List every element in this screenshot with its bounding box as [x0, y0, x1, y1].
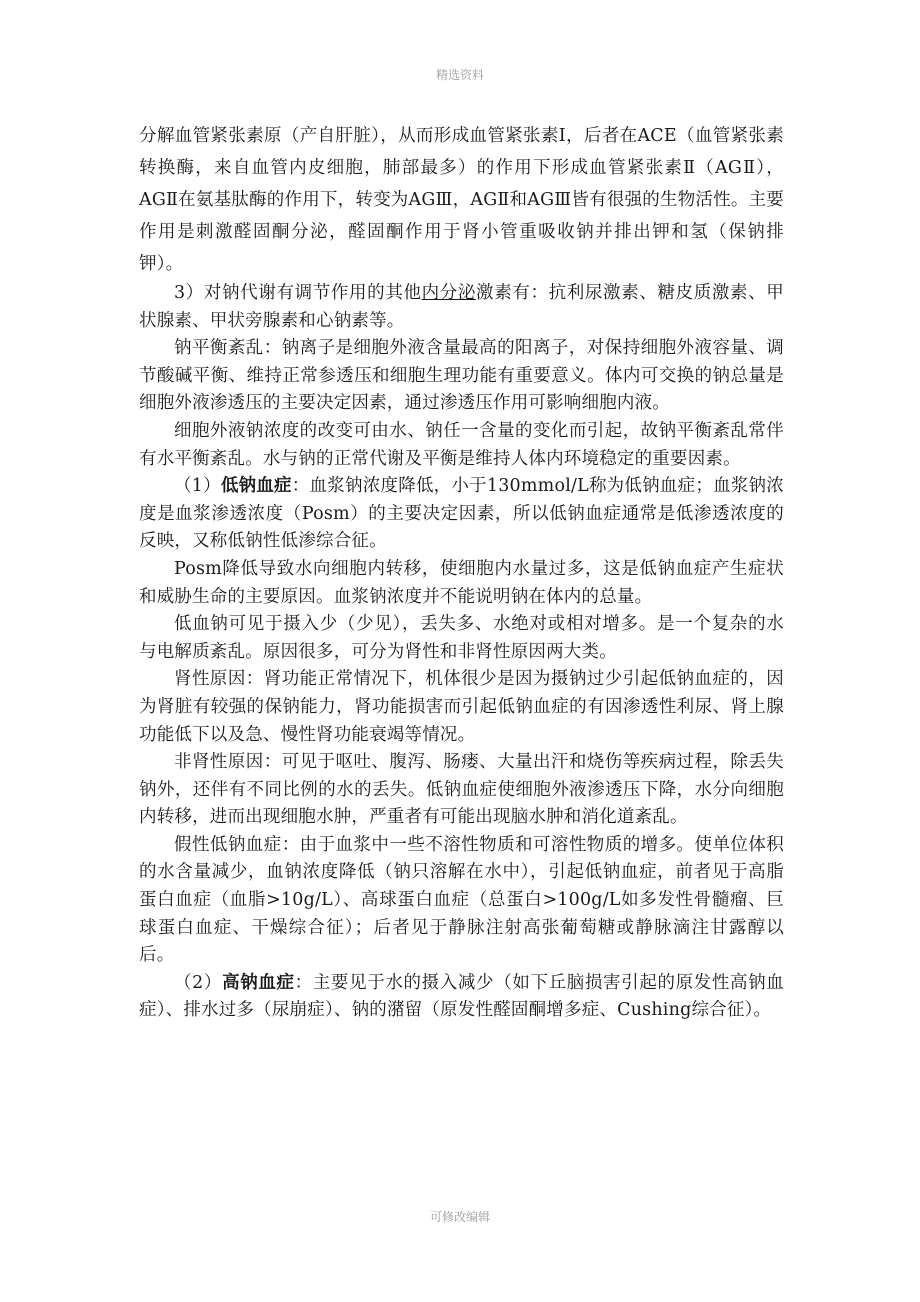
paragraph-posm: Posm降低导致水向细胞内转移，使细胞内水量过多，这是低钠血症产生症状和威胁生命的主要原因。血浆钠浓度并不能说明钠在体内的总量。 [139, 558, 784, 607]
paragraph-sodium-imbalance: 钠平衡紊乱：钠离子是细胞外液含量最高的阳离子，对保持细胞外液容量、调节酸碱平衡、维持正常参透压和细胞生理功能有重要意义。体内可交换的钠总量是细胞外液渗透压的主要决定因素，通过渗透压作用可影响细胞内液。 [139, 338, 784, 414]
page-header: 精选资料 [435, 68, 484, 82]
document-body [139, 120, 784, 1025]
paragraph-extracellular-sodium: 细胞外液钠浓度的改变可由水、钠任一含量的变化而引起，故钠平衡紊乱常伴有水平衡紊乱。水与钠的正常代谢及平衡是维持人体内环境稳定的重要因素。 [139, 420, 784, 469]
page-footer: 可修改编辑 [429, 1210, 490, 1224]
paragraph-hypernatremia: （2）高钠血症：主要见于水的摄入减少（如下丘脑损害引起的原发性高钠血症）、排水过多（尿崩症）、钠的潴留（原发性醛固酮增多症、Cushing综合征）。 [139, 972, 784, 1021]
hyponatremia-term: 低钠血症 [220, 476, 292, 497]
paragraph-renal-causes: 肾性原因：肾功能正常情况下，机体很少是因为摄钠过少引起低钠血症的，因为肾脏有较强的保钠能力，肾功能损害而引起低钠血症的有因渗透性利尿、肾上腺功能低下以及急、慢性肾功能衰竭等情况。 [139, 669, 784, 745]
paragraph-other-hormones: 3）对钠代谢有调节作用的其他内分泌激素有：抗利尿激素、糖皮质激素、甲状腺素、甲状旁腺素和心钠素等。 [139, 283, 784, 331]
paragraph-nonrenal-causes: 非肾性原因：可见于呕吐、腹泻、肠瘘、大量出汗和烧伤等疾病过程，除丢失钠外，还伴有不同比例的水的丢失。低钠血症使细胞外液渗透压下降，水分向细胞内转移，进而出现细胞水肿，严重者有可能出现脑水肿和消化道紊乱。 [139, 752, 784, 828]
paragraph-renin-angiotensin: 分解血管紧张素原（产自肝脏），从而形成血管紧张素Ⅰ，后者在ACE（血管紧张素转换酶，来自血管内皮细胞，肺部最多）的作用下形成血管紧张素Ⅱ（AGⅡ），AGⅡ在氨基肽酶的作用下，转变为AGⅢ，AGⅡ和AGⅢ皆有很强的生物活性。主要作用是刺激醛固酮分泌，醛固酮作用于肾小管重吸收钠并排出钾和氢（保钠排钾）。 [139, 126, 784, 274]
paragraph-low-sodium-causes: 低血钠可见于摄入少（少见），丢失多、水绝对或相对增多。是一个复杂的水与电解质紊乱。原因很多，可分为肾性和非肾性原因两大类。 [139, 614, 784, 662]
hypernatremia-term: 高钠血症 [222, 972, 295, 993]
paragraph-pseudohyponatremia: 假性低钠血症：由于血浆中一些不溶性物质和可溶性物质的增多。使单位体积的水含量减少，血钠浓度降低（钠只溶解在水中），引起低钠血症，前者见于高脂蛋白血症（血脂>10g/L）、高球蛋白血症（总蛋白>100g/L如多发性骨髓瘤、巨球蛋白血症、干燥综合征）；后者见于静脉注射高张葡萄糖或静脉滴注甘露醇以后。 [139, 834, 784, 966]
paragraph-hyponatremia: （1）低钠血症：血浆钠浓度降低，小于130mmol/L称为低钠血症；血浆钠浓度是血浆渗透浓度（Posm）的主要决定因素，所以低钠血症通常是低渗透浓度的反映，又称低钠性低渗综合征。 [139, 476, 784, 552]
endocrine-link-text: 内分泌 [421, 283, 477, 303]
